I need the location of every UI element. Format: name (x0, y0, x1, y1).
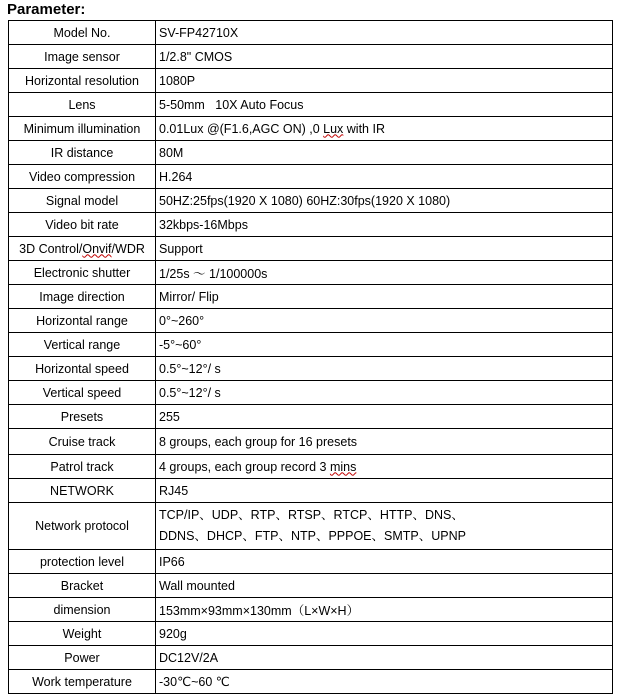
table-row (9, 165, 613, 189)
row-label: Image direction (9, 285, 156, 309)
row-label: Video bit rate (9, 213, 156, 237)
row-value: RJ45 (156, 479, 613, 503)
row-label: Bracket (9, 574, 156, 598)
row-value: 8 groups, each group for 16 presets (156, 429, 613, 455)
value-text: 0.01Lux @(F1.6,AGC ON) ,0 (159, 121, 324, 136)
row-value: 920g (156, 622, 613, 646)
table-row (9, 21, 613, 45)
row-label: Minimum illumination (9, 117, 156, 141)
table-row (9, 117, 613, 141)
table-row (9, 213, 613, 237)
row-label: Horizontal range (9, 309, 156, 333)
value-line: TCP/IP、UDP、RTP、RTSP、RTCP、HTTP、DNS、 (159, 508, 464, 522)
parameter-table (8, 20, 613, 694)
value-text: with IR (343, 121, 385, 136)
table-row (9, 93, 613, 117)
row-value: DC12V/2A (156, 646, 613, 670)
table-row (9, 455, 613, 479)
table-row (9, 503, 613, 550)
row-label: Electronic shutter (9, 261, 156, 285)
row-label: Image sensor (9, 45, 156, 69)
table-row (9, 189, 613, 213)
table-row (9, 574, 613, 598)
row-value: -5°~60° (156, 333, 613, 357)
row-value: 153mm×93mm×130mm（L×W×H） (156, 598, 613, 622)
label-text: /WDR (111, 241, 145, 256)
row-label: Horizontal resolution (9, 69, 156, 93)
row-label: Vertical range (9, 333, 156, 357)
label-text-flagged: Onvif (82, 241, 112, 256)
table-row (9, 261, 613, 285)
row-label: Weight (9, 622, 156, 646)
row-value (156, 503, 613, 550)
value-text-flagged: mins (329, 459, 357, 474)
value-text: 4 groups, each group record 3 (159, 459, 330, 474)
table-row (9, 646, 613, 670)
row-value: 50HZ:25fps(1920 X 1080) 60HZ:30fps(1920 X 1080) (156, 189, 613, 213)
row-value: Wall mounted (156, 574, 613, 598)
table-row (9, 69, 613, 93)
table-row (9, 622, 613, 646)
row-label: Lens (9, 93, 156, 117)
row-label: Cruise track (9, 429, 156, 455)
row-value: 5-50mm 10X Auto Focus (156, 93, 613, 117)
row-label: Horizontal speed (9, 357, 156, 381)
row-value: 1/25s ～ 1/100000s (156, 261, 613, 285)
row-label: Signal model (9, 189, 156, 213)
row-label: dimension (9, 598, 156, 622)
row-label: Patrol track (9, 455, 156, 479)
row-label: IR distance (9, 141, 156, 165)
value-text-flagged: Lux (323, 121, 344, 136)
row-value: IP66 (156, 550, 613, 574)
row-value: 32kbps-16Mbps (156, 213, 613, 237)
row-value (156, 455, 613, 479)
row-value: 80M (156, 141, 613, 165)
table-row (9, 479, 613, 503)
table-row (9, 670, 613, 694)
table-row (9, 381, 613, 405)
table-row (9, 285, 613, 309)
row-value: H.264 (156, 165, 613, 189)
row-value (156, 117, 613, 141)
page-heading: Parameter: (7, 1, 86, 18)
row-label: Vertical speed (9, 381, 156, 405)
row-value: Mirror/ Flip (156, 285, 613, 309)
row-label: Model No. (9, 21, 156, 45)
row-label: Presets (9, 405, 156, 429)
table-row (9, 309, 613, 333)
row-value: 1080P (156, 69, 613, 93)
value-line: DDNS、DHCP、FTP、NTP、PPPOE、SMTP、UPNP (159, 529, 466, 543)
table-row (9, 357, 613, 381)
row-label: NETWORK (9, 479, 156, 503)
table-row (9, 598, 613, 622)
row-label: protection level (9, 550, 156, 574)
row-value: 0.5°~12°/ s (156, 381, 613, 405)
row-label: Power (9, 646, 156, 670)
table-row (9, 429, 613, 455)
row-value: 255 (156, 405, 613, 429)
row-label: Video compression (9, 165, 156, 189)
row-value: SV-FP42710X (156, 21, 613, 45)
table-row (9, 550, 613, 574)
table-row (9, 333, 613, 357)
row-value: Support (156, 237, 613, 261)
row-value: -30℃~60 ℃ (156, 670, 613, 694)
row-value: 0.5°~12°/ s (156, 357, 613, 381)
row-value: 0°~260° (156, 309, 613, 333)
table-row (9, 141, 613, 165)
label-text: 3D Control/ (19, 241, 83, 256)
table-row (9, 237, 613, 261)
row-label (9, 237, 156, 261)
row-label: Network protocol (9, 503, 156, 550)
row-value: 1/2.8" CMOS (156, 45, 613, 69)
table-row (9, 45, 613, 69)
table-row (9, 405, 613, 429)
row-label: Work temperature (9, 670, 156, 694)
